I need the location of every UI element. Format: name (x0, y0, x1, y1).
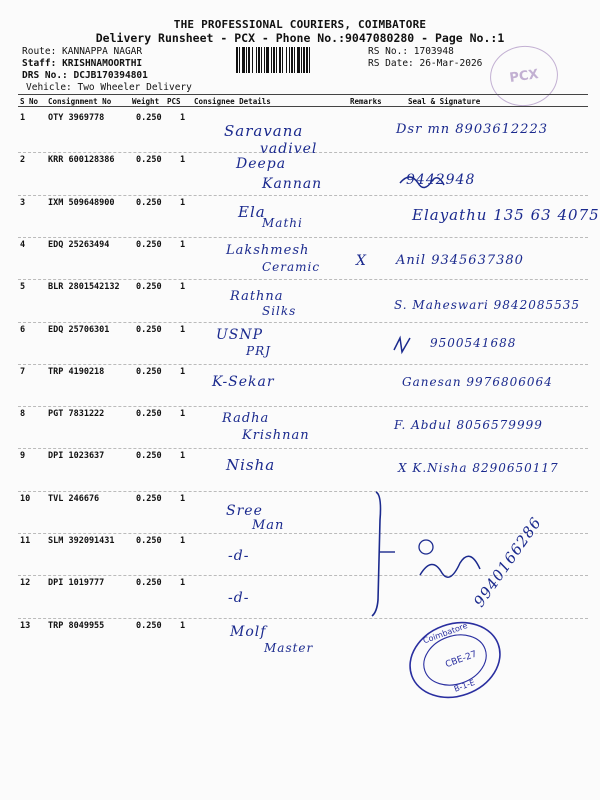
rs-date: RS Date: 26-Mar-2026 (368, 58, 483, 69)
signature-handwriting: 9442948 (406, 172, 476, 188)
consignment-number: OTY 3969778 (48, 113, 105, 123)
consignee-handwriting: -d- (228, 548, 250, 564)
seal-text-2: CBE-27 (444, 649, 479, 671)
weight-value: 0.250 (136, 239, 162, 250)
staff-line (22, 58, 142, 69)
col-pcs: PCS (167, 97, 181, 106)
consignment-number: DPI 1023637 (48, 451, 105, 462)
row-separator (18, 618, 588, 619)
consignee-handwriting: USNP (216, 327, 264, 343)
row-separator (18, 237, 588, 238)
weight-value: 0.250 (136, 409, 162, 420)
consignee-handwriting: Mathi (262, 216, 303, 230)
rs-number: RS No.: 1703948 (368, 46, 454, 57)
pieces-count: 1 (180, 197, 186, 208)
row-separator (18, 195, 588, 196)
consignee-handwriting: Radha (222, 411, 270, 426)
col-weight: Weight (132, 97, 160, 106)
pieces-count: 1 (180, 620, 186, 631)
pieces-count: 1 (180, 493, 186, 504)
drs-label: DRS No.: (22, 70, 68, 81)
drs-line (22, 70, 148, 81)
signature-handwriting: 9500541688 (430, 336, 517, 350)
row-separator (18, 491, 588, 492)
weight-value: 0.250 (136, 282, 162, 293)
row-separator (18, 322, 588, 323)
weight-value: 0.250 (136, 155, 162, 166)
barcode-bar (310, 47, 312, 73)
col-seal: Seal & Signature (408, 97, 481, 106)
serial-number: 9 (20, 451, 26, 462)
row-separator (18, 533, 588, 534)
consignee-handwriting: Kannan (262, 176, 323, 192)
pieces-count: 1 (180, 536, 186, 546)
weight-value: 0.250 (136, 493, 162, 504)
header-rule-top (18, 94, 588, 95)
consignee-handwriting: PRJ (246, 344, 271, 358)
serial-number: 7 (20, 366, 26, 377)
signature-handwriting: S. Maheswari 9842085535 (394, 298, 581, 312)
consignee-handwriting: Rathna (230, 289, 284, 304)
serial-number: 1 (20, 113, 26, 123)
weight-value: 0.250 (136, 324, 162, 335)
col-consignee: Consignee Details (194, 97, 271, 106)
signature-handwriting: X K.Nisha 8290650117 (398, 461, 559, 475)
barcode (236, 47, 364, 73)
consignee-handwriting: Ceramic (262, 260, 321, 274)
pieces-count: 1 (180, 451, 186, 462)
serial-number: 10 (20, 493, 31, 504)
consignee-handwriting: Saravana (224, 122, 304, 140)
serial-number: 2 (20, 155, 26, 166)
consignment-number: DPI 1019777 (48, 578, 105, 589)
runsheet-subtitle: Delivery Runsheet - PCX - Phone No.:9047080280 - Page No.:1 (95, 31, 505, 45)
signature-handwriting: Anil 9345637380 (396, 253, 524, 268)
signature-handwriting: Dsr mn 8903612223 (396, 122, 548, 137)
pieces-count: 1 (180, 155, 186, 166)
consignee-handwriting: Krishnan (242, 428, 310, 443)
pieces-count: 1 (180, 239, 186, 250)
seal-text-3: B-1-E (452, 677, 477, 694)
consignee-handwriting: vadivel (260, 141, 318, 157)
consignee-handwriting: Ela (238, 203, 266, 221)
consignment-number: EDQ 25263494 (48, 239, 110, 250)
pcx-stamp-text: PCX (508, 66, 540, 86)
pieces-count: 1 (180, 113, 186, 123)
consignee-handwriting: Deepa (236, 156, 287, 172)
drs-number: DCJB170394801 (73, 70, 148, 81)
weight-value: 0.250 (136, 451, 162, 462)
row-separator (18, 406, 588, 407)
consignee-handwriting: K-Sekar (212, 374, 275, 390)
consignee-handwriting: Molf (230, 624, 267, 640)
consignment-number: SLM 392091431 (48, 536, 115, 546)
consignment-number: TRP 8049955 (48, 620, 105, 631)
seal-text-1: Coimbatore (421, 621, 469, 646)
signature-handwriting: 9940166286 (470, 513, 546, 611)
consignee-handwriting: Silks (262, 304, 297, 318)
signature-handwriting: F. Abdul 8056579999 (394, 418, 543, 432)
table-row (0, 491, 600, 533)
pieces-count: 1 (180, 366, 186, 377)
serial-number: 13 (20, 620, 31, 631)
col-sno: S No (20, 97, 39, 106)
weight-value: 0.250 (136, 366, 162, 377)
remark-mark: X (356, 252, 367, 269)
serial-number: 3 (20, 197, 26, 208)
col-remarks: Remarks (350, 97, 382, 106)
header-rule-bottom (18, 106, 588, 107)
consignee-handwriting: Nisha (226, 456, 276, 474)
consignment-number: BLR 2801542132 (48, 282, 120, 293)
signature-handwriting: Elayathu 135 63 4075 (412, 206, 600, 224)
serial-number: 6 (20, 324, 26, 335)
weight-value: 0.250 (136, 578, 162, 589)
weight-value: 0.250 (136, 197, 162, 208)
serial-number: 5 (20, 282, 26, 293)
weight-value: 0.250 (136, 620, 162, 631)
company-title: THE PROFESSIONAL COURIERS, COIMBATORE (173, 18, 427, 31)
consignee-handwriting: Lakshmesh (226, 243, 310, 258)
route-label: Route: KANNAPPA NAGAR (22, 46, 143, 57)
consignment-number: TRP 4190218 (48, 366, 105, 377)
consignment-number: IXM 509648900 (48, 197, 115, 208)
col-consignment: Consignment No (48, 97, 112, 106)
weight-value: 0.250 (136, 536, 162, 546)
pieces-count: 1 (180, 282, 186, 293)
consignee-handwriting: Sree (226, 503, 263, 519)
row-separator (18, 279, 588, 280)
staff-name: KRISHNAMOORTHI (62, 58, 143, 69)
consignee-handwriting: -d- (228, 590, 250, 606)
pieces-count: 1 (180, 578, 186, 589)
signature-handwriting: Ganesan 9976806064 (402, 375, 553, 389)
staff-label: Staff: (22, 58, 57, 69)
pieces-count: 1 (180, 409, 186, 420)
weight-value: 0.250 (136, 113, 162, 123)
pcx-stamp (486, 42, 562, 111)
consignment-number: PGT 7831222 (48, 409, 105, 420)
row-separator (18, 448, 588, 449)
serial-number: 11 (20, 536, 31, 546)
serial-number: 8 (20, 409, 26, 420)
pieces-count: 1 (180, 324, 186, 335)
serial-number: 12 (20, 578, 31, 589)
consignment-number: TVL 246676 (48, 493, 100, 504)
serial-number: 4 (20, 239, 26, 250)
table-row (0, 575, 600, 617)
consignee-handwriting: Man (252, 518, 285, 533)
vehicle-label: Vehicle: Two Wheeler Delivery (26, 82, 192, 93)
row-separator (18, 364, 588, 365)
consignment-number: EDQ 25706301 (48, 324, 110, 335)
consignment-number: KRR 600128386 (48, 155, 115, 166)
consignee-handwriting: Master (264, 641, 314, 655)
